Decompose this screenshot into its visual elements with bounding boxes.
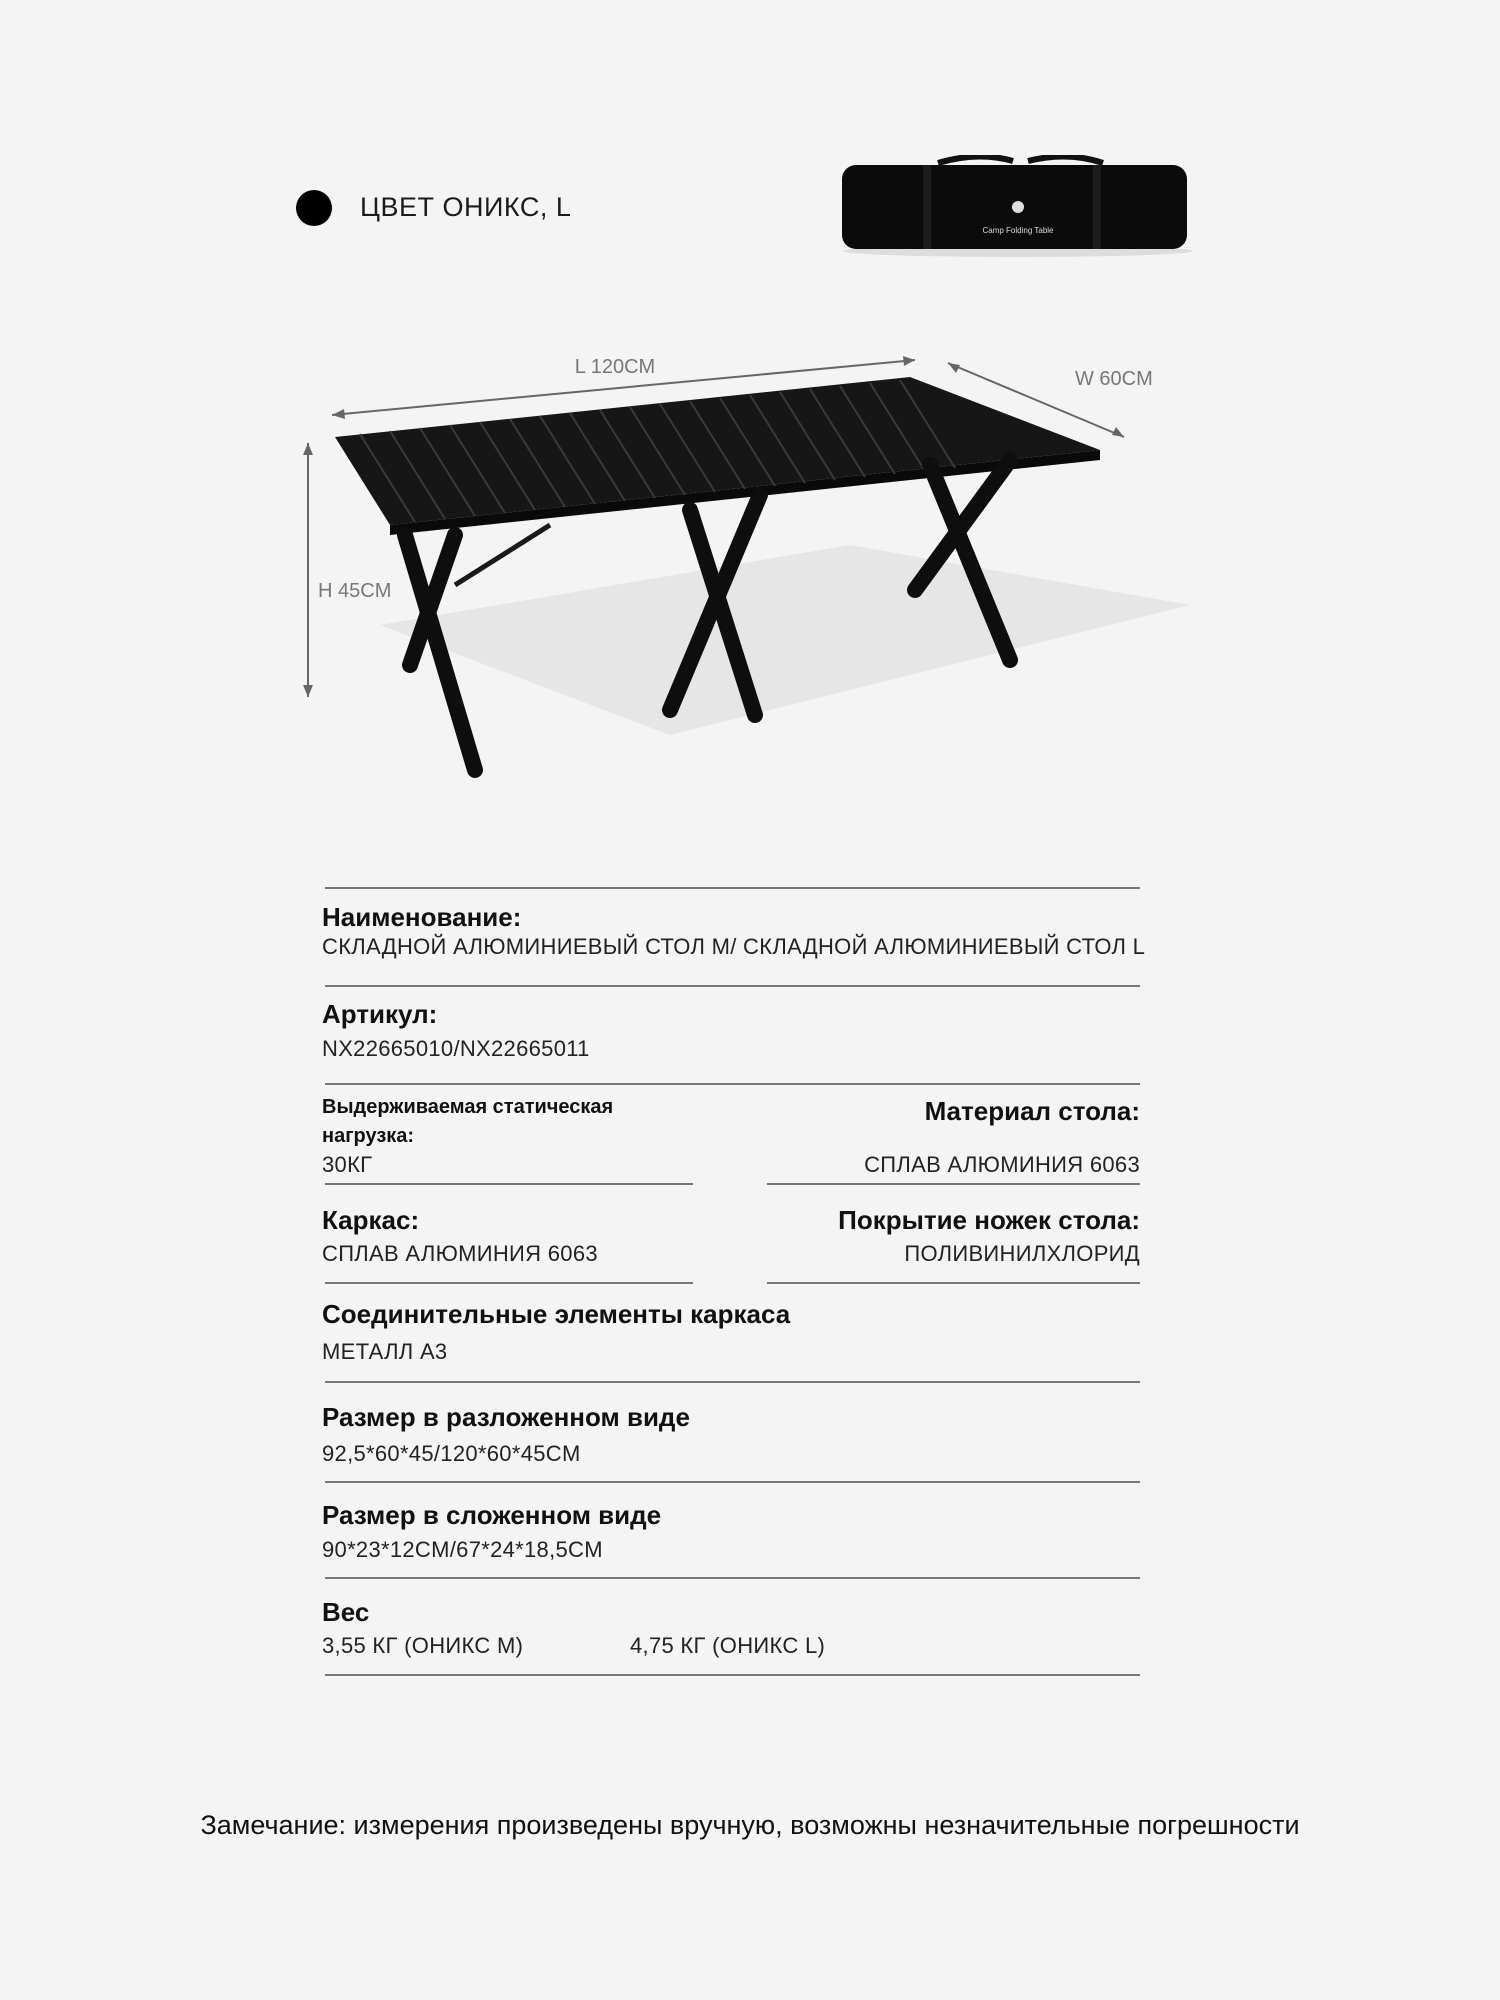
spec-name-label: Наименование: (322, 902, 522, 932)
spec-frame-value: СПЛАВ АЛЮМИНИЯ 6063 (322, 1241, 598, 1266)
table-illustration (290, 335, 1220, 805)
spec-unfolded-value: 92,5*60*45/120*60*45CM (322, 1441, 581, 1466)
spec-unfolded-label: Размер в разложенном виде (322, 1402, 690, 1432)
divider (325, 1481, 1140, 1483)
length-dimension-label: L 120CM (574, 356, 656, 378)
spec-leg-cover-value: ПОЛИВИНИЛХЛОРИД (904, 1241, 1140, 1266)
divider (325, 1674, 1140, 1676)
color-label: ЦВЕТ ОНИКС, L (360, 192, 572, 222)
spec-connectors-value: МЕТАЛЛ А3 (322, 1339, 448, 1364)
divider (325, 1381, 1140, 1383)
spec-name-value: СКЛАДНОЙ АЛЮМИНИЕВЫЙ СТОЛ M/ СКЛАДНОЙ АЛЮМИНИЕВЫЙ СТОЛ L (322, 934, 1146, 959)
height-dimension-label: H 45CM (318, 580, 392, 602)
spec-article-value: NX22665010/NX22665011 (322, 1036, 590, 1061)
spec-weight-label: Вес (322, 1597, 370, 1627)
divider (325, 887, 1140, 889)
spec-table-material-value: СПЛАВ АЛЮМИНИЯ 6063 (864, 1152, 1140, 1177)
spec-frame-label: Каркас: (322, 1205, 420, 1235)
spec-weight-l-value: 4,75 КГ (ОНИКС L) (630, 1633, 826, 1658)
bag-print-text: Camp Folding Table (982, 226, 1054, 235)
width-dimension-label: W 60CM (1075, 368, 1153, 390)
divider (325, 1183, 693, 1185)
spec-article-label: Артикул: (322, 999, 438, 1029)
divider (325, 1282, 693, 1284)
divider (767, 1183, 1140, 1185)
spec-weight-m-value: 3,55 КГ (ОНИКС M) (322, 1633, 524, 1658)
spec-connectors-label: Соединительные элементы каркаса (322, 1299, 791, 1329)
spec-table-material-label: Материал стола: (924, 1096, 1140, 1126)
carry-bag-image (838, 155, 1193, 260)
divider (325, 985, 1140, 987)
divider (325, 1577, 1140, 1579)
spec-load-label: Выдерживаемая статическая нагрузка: (322, 1096, 614, 1147)
spec-folded-label: Размер в сложенном виде (322, 1500, 662, 1530)
spec-leg-cover-label: Покрытие ножек стола: (838, 1205, 1140, 1235)
divider (325, 1083, 1140, 1085)
divider (767, 1282, 1140, 1284)
spec-load-value: 30КГ (322, 1152, 373, 1177)
measurement-note: Замечание: измерения произведены вручную, возможны незначительные погрешности (200, 1810, 1300, 1840)
color-swatch (296, 190, 332, 226)
spec-folded-value: 90*23*12CM/67*24*18,5CM (322, 1537, 603, 1562)
